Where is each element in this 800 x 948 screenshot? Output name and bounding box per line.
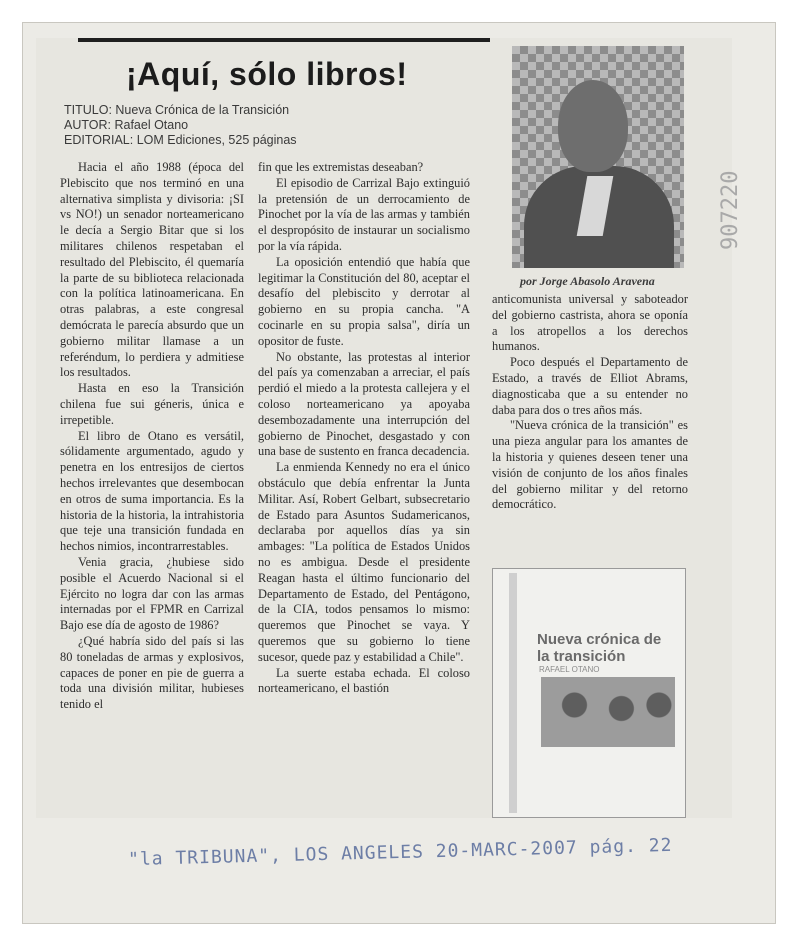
paragraph: ¿Qué habría sido del país si las 80 toneladas de armas y explosivos, capaces de poner en pie de guerra a toda una división militar, hubieses tenido el — [60, 633, 244, 712]
handwritten-source-note: "la TRIBUNA", LOS ANGELES 20-MARC-2007 pág. 22 — [127, 834, 673, 871]
paragraph: El episodio de Carrizal Bajo extinguió la pretensión de un derrocamiento de Pinochet por la vía de las armas y también el despropósito de instaurar un socialismo por la vía rápida. — [258, 175, 470, 253]
article-column-1 — [60, 160, 244, 713]
photo-head — [558, 80, 628, 172]
paragraph: La suerte estaba echada. El coloso norteamericano, el bastión — [258, 665, 470, 696]
photo-byline: por Jorge Abasolo Aravena — [520, 274, 655, 288]
paragraph: No obstante, las protestas al interior del país ya comenzaban a arreciar, el país perdió el miedo a la protesta callejera y el coloso norteamericano ya apoyaba desembozadamente una interrupción del gobierno de Pinochet, desgastado y con una base de sustento en franca decadencia. — [258, 349, 470, 459]
book-cover-title: Nueva crónica de la transición — [537, 631, 662, 665]
book-cover-photo — [541, 677, 675, 747]
header-rule — [78, 38, 490, 42]
author-photo — [512, 46, 684, 268]
paragraph: fin que les extremistas deseaban? — [258, 160, 424, 174]
article-column-3 — [492, 292, 688, 513]
book-cover — [492, 568, 686, 818]
paragraph: El libro de Otano es versátil, sólidamente argumentado, agudo y penetra en los entresijos de ciertos hechos irrelevantes que desembocan en otros de suma importancia. Es la historia de la historia, la intrahistoria que teje una transición fundada en hechos nimios, incontrarrestables. — [60, 428, 244, 554]
paragraph: Venia gracia, ¿hubiese sido posible el Acuerdo Nacional si el Ejército no logra dar con las armas internadas por el FPMR en Carrizal Bajo ese día de agosto de 1986? — [60, 554, 244, 633]
paragraph: anticomunista universal y saboteador del gobierno castrista, ahora se oponía a los atropellos a los derechos humanos. — [492, 292, 688, 354]
book-meta — [64, 103, 297, 148]
archive-stamp-number: 907220 — [718, 170, 743, 250]
article-column-2 — [258, 160, 470, 697]
meta-publisher: EDITORIAL: LOM Ediciones, 525 páginas — [64, 133, 297, 147]
meta-title: TITULO: Nueva Crónica de la Transición — [64, 103, 290, 117]
headline: ¡Aquí, sólo libros! — [126, 56, 408, 92]
paragraph: Poco después el Departamento de Estado, a través de Elliot Abrams, diagnosticaba que a su entender no daba para dos o tres años más. — [492, 355, 688, 417]
book-spine — [509, 573, 517, 813]
paragraph: Hasta en eso la Transición chilena fue sui géneris, única e irrepetible. — [60, 381, 244, 427]
paragraph: Hacia el año 1988 (época del Plebiscito que nos terminó en una alternativa simplista y divisoria: ¡SI vs NO!) un senador norteamericano le decía a Sergio Bitar que si los militares chilenos respetaban el resultado del Plebiscito, él quemaría la parte de su biblioteca relacionada con la política latinoamericana. En otras palabras, a este congresal demócrata le parecía absurdo que un gobierno militar llamase a un referéndum, lo perdiera y admitiese los resultados. — [60, 160, 244, 380]
paragraph: La oposición entendió que había que legitimar la Constitución del 80, aceptar el desafío del plebiscito y derrotar al gobierno en su propia cancha. "A cocinarle en su propia salsa", diría un opositor de fuste. — [258, 254, 470, 348]
paragraph: "Nueva crónica de la transición" es una pieza angular para los amantes de la historia y quienes deseen tener una visión de conjunto de los años finales del gobierno militar y del retorno democrático. — [492, 418, 688, 512]
paragraph: La enmienda Kennedy no era el único obstáculo que debía enfrentar la Junta Militar. Así, Robert Gelbart, subsecretario de Estado para Asuntos Sudamericanos, declaraba por aquellos días ya sin ambages: "La política de Estados Unidos no es ambigua. Desde el presidente Reagan hasta el último funcionario del Departamento de Estado, del Pentágono, de la CIA, todos pensamos lo mismo: queremos que Pinochet se vaya. Y queremos que su gobierno lo tiene sucesor, quede paz y estabilidad a Chile". — [258, 460, 470, 664]
book-cover-author: RAFAEL OTANO — [539, 665, 600, 674]
meta-author: AUTOR: Rafael Otano — [64, 118, 189, 132]
